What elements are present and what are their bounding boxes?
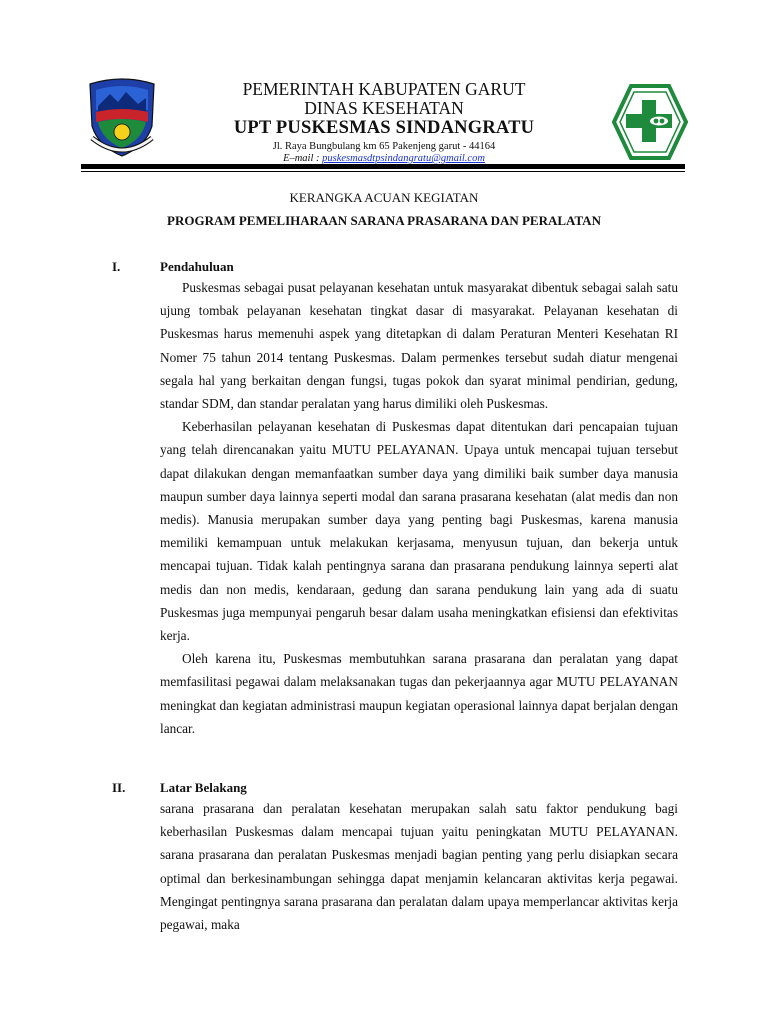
letterhead-divider-thin xyxy=(81,171,685,172)
document-subtitle: PROGRAM PEMELIHARAAN SARANA PRASARANA DAN PERALATAN xyxy=(167,213,601,228)
email-label: E–mail : xyxy=(283,153,323,164)
section-number: I. xyxy=(112,259,121,274)
paragraph: Puskesmas sebagai pusat pelayanan kesehatan untuk masyarakat dibentuk sebagai salah satu ujung tombak pelayanan kesehatan tingkat dasar di masyarakat. Pelayanan kesehatan di Puskesmas harus memenuhi aspek yang ditetapkan di dalam Peraturan Menteri Kesehatan RI Nomer 75 tahun 2014 tentang Puskesmas. Dalam permenkes tersebut sudah diatur mengenai segala hal yang berkaitan dengan fungsi, tugas pokok dan syarat minimal pendirian, gedung, standar SDM, dan standar peralatan yang harus dimiliki oleh Puskesmas. xyxy=(160,280,678,412)
department-name: DINAS KESEHATAN xyxy=(304,98,464,118)
paragraph: sarana prasarana dan peralatan kesehatan merupakan salah satu faktor pendukung bagi keberhasilan Puskesmas dalam mencapai tujuan yaitu peningkatan MUTU PELAYANAN. sarana prasarana dan peralatan Puskesmas menjadi bagian penting yang perlu disiapkan secara optimal dan berkesinambungan sehingga dapat menjamin kelancaran aktivitas kerja pegawai. Mengingat pentingnya sarana prasarana dan peralatan dalam upaya memperlancar aktivitas kerja pegawai, maka xyxy=(160,801,678,933)
section-number: II. xyxy=(112,780,126,795)
paragraph: Oleh karena itu, Puskesmas membutuhkan sarana prasarana dan peralatan yang dapat memfasilitasi pegawai dalam melaksanakan tugas dan pekerjaannya agar MUTU PELAYANAN meningkat dan kegiatan administrasi maupun kegiatan operasional lainnya dapat berjalan dengan lancar. xyxy=(160,651,678,736)
letterhead xyxy=(140,80,628,165)
section-body xyxy=(160,797,678,936)
section-body xyxy=(160,276,678,740)
institution-name: UPT PUSKESMAS SINDANGRATU xyxy=(233,118,535,138)
email-link[interactable]: puskesmasdtpsindangratu@gmail.com xyxy=(322,153,485,164)
paragraph: Keberhasilan pelayanan kesehatan di Puskesmas dapat ditentukan dari pencapaian tujuan yang telah direncanakan yaitu MUTU PELAYANAN. Upaya untuk mencapai tujuan tersebut dapat dilakukan dengan memanfaatkan sumber daya yang dimiliki baik sumber daya manusia maupun sumber daya lainnya seperti modal dan sarana prasarana kesehatan (alat medis dan non medis). Manusia merupakan sumber daya yang penting bagi Puskesmas, karena manusia memiliki kemampuan untuk melakukan kerjasama, menyusun tujuan, dan bekerja untuk mencapai tujuan. Tidak kalah pentingnya sarana dan prasarana pendukung lainnya seperti alat medis dan non medis, kendaraan, gedung dan sarana pendukung lain yang ada di suatu Puskesmas juga mempunyai pengaruh besar dalam usaha meningkatkan efisiensi dan efektivitas kerja. xyxy=(160,419,678,644)
section-title: Latar Belakang xyxy=(160,780,247,795)
letterhead-divider-thick xyxy=(81,164,685,169)
puskesmas-logo-icon xyxy=(612,82,688,162)
government-name: PEMERINTAH KABUPATEN GARUT xyxy=(242,79,526,99)
section-title: Pendahuluan xyxy=(160,259,234,274)
address-line: Jl. Raya Bungbulang km 65 Pakenjeng garut - 44164 xyxy=(272,141,496,152)
document-title: KERANGKA ACUAN KEGIATAN xyxy=(289,190,479,205)
